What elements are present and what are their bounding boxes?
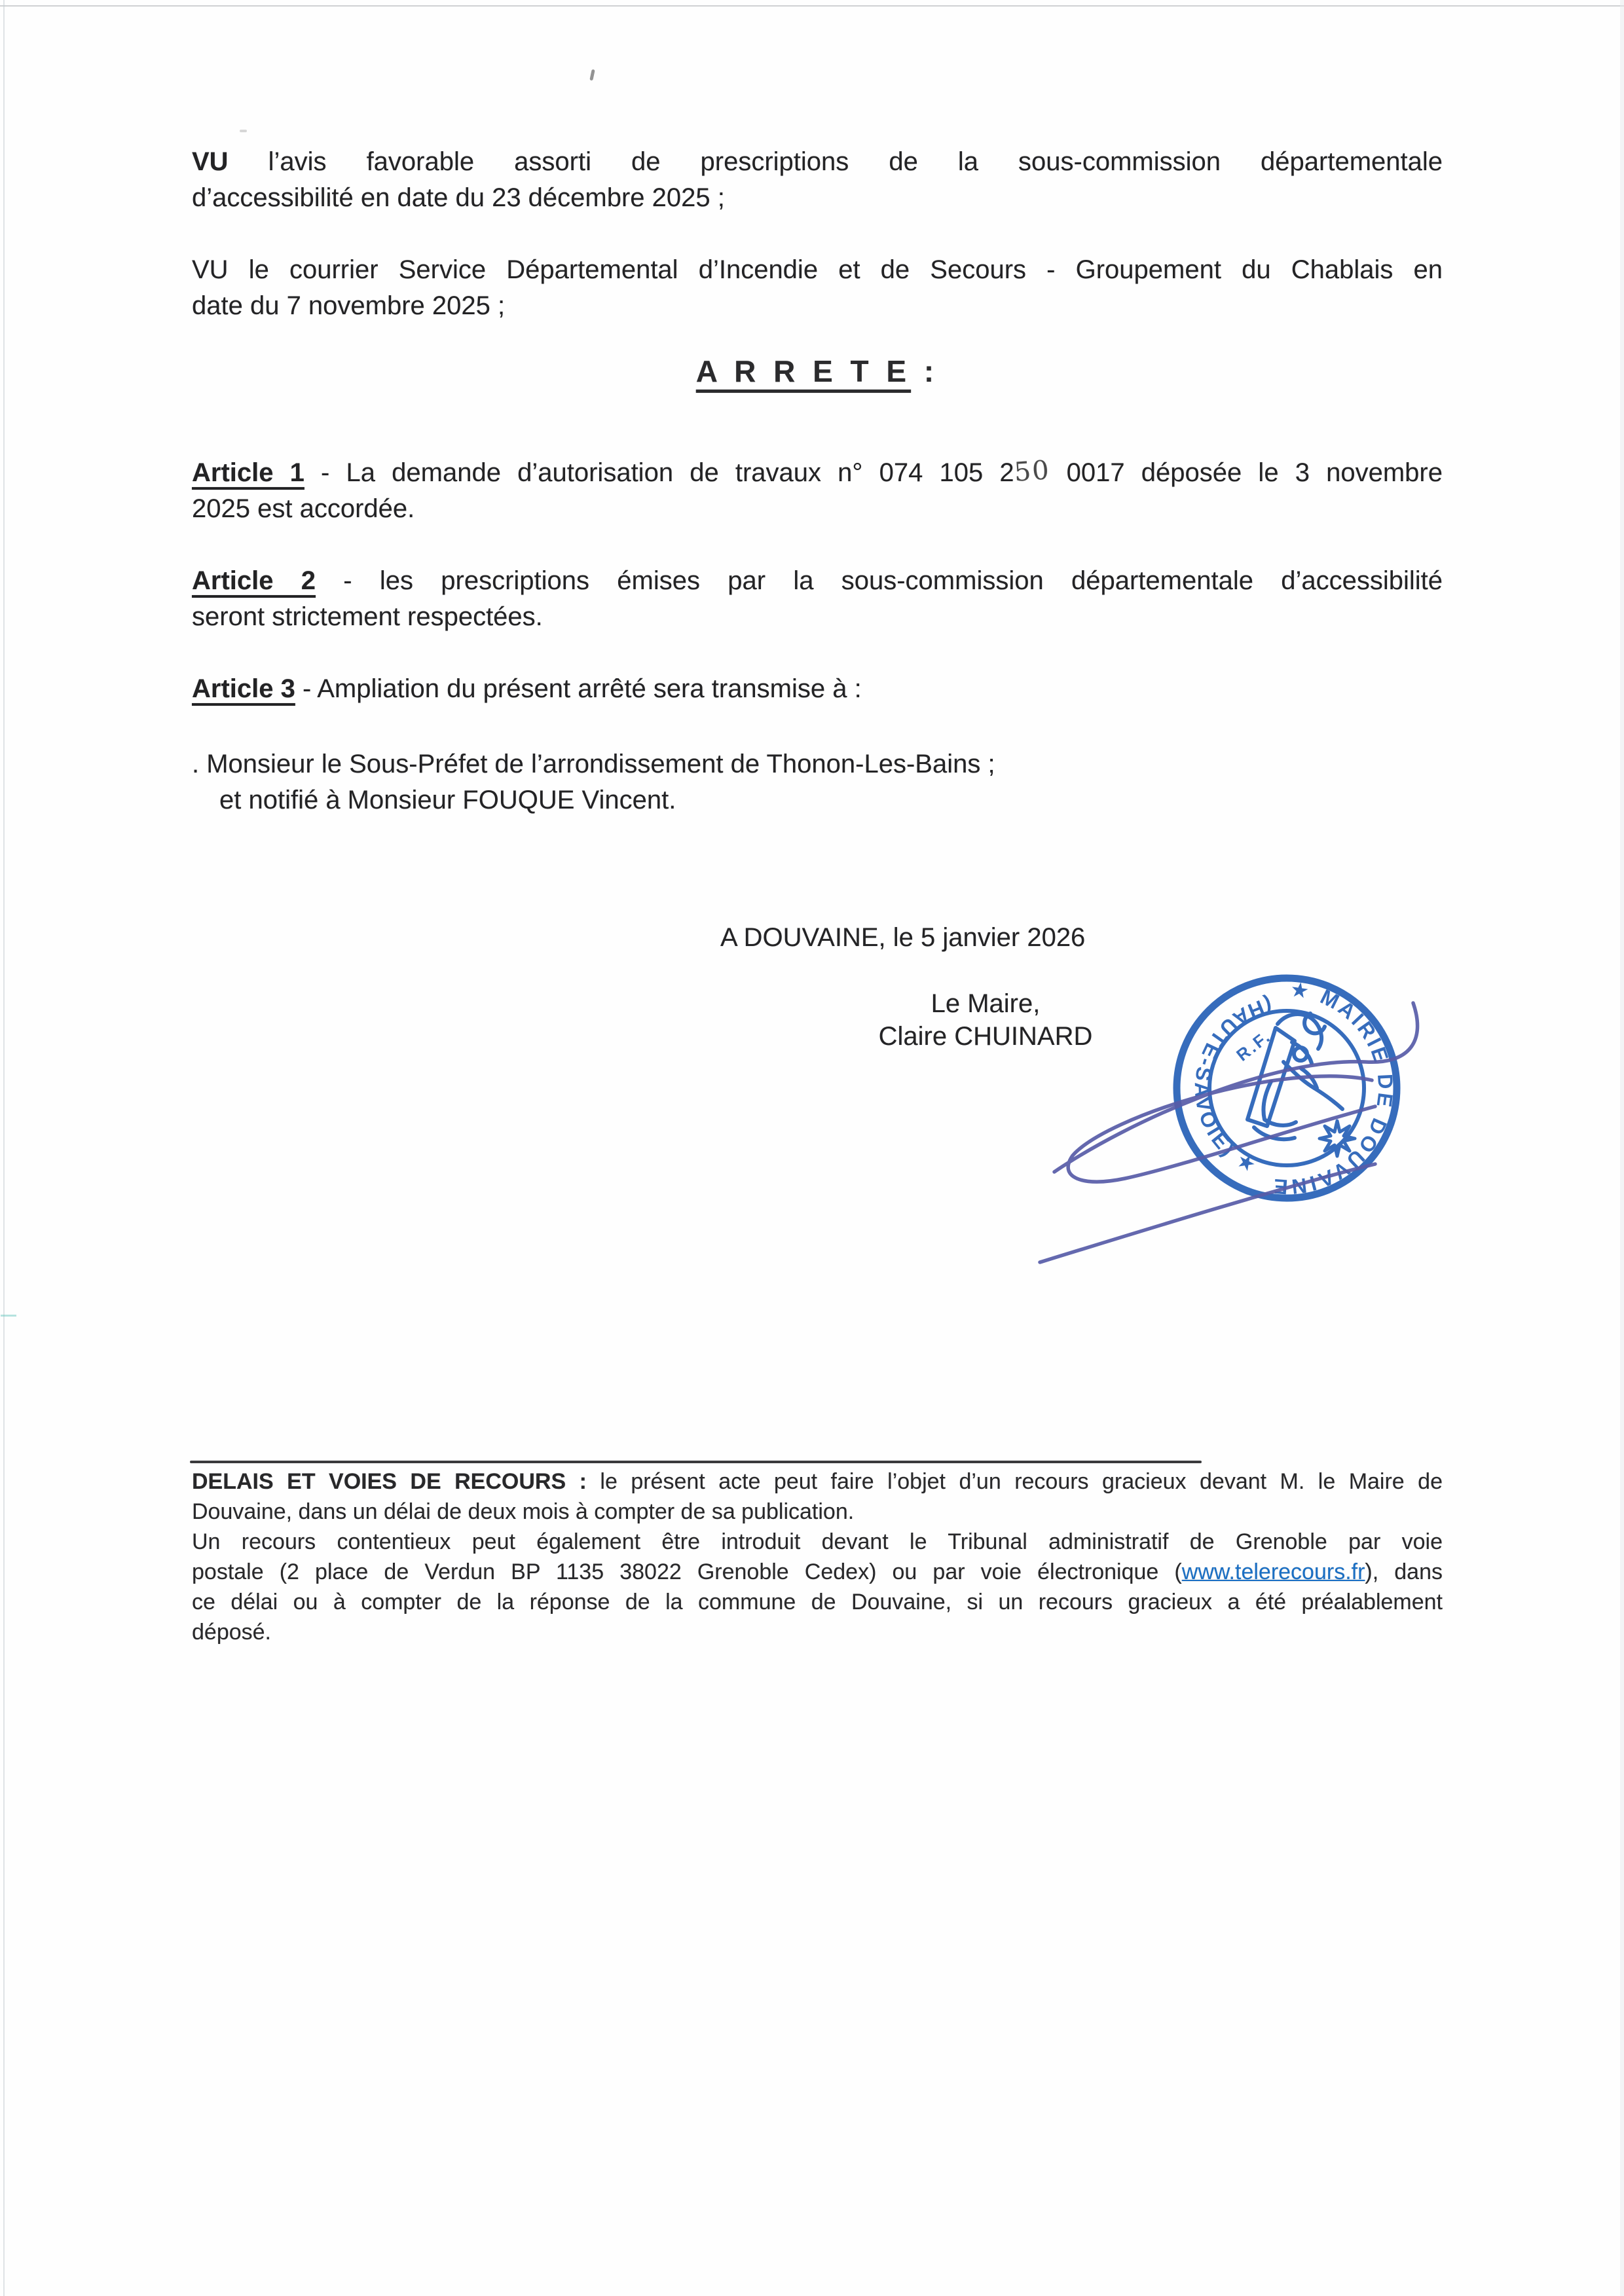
vu-label: VU — [192, 147, 229, 176]
paragraph-text: le courrier Service Départemental d’Incendie et de Secours - Groupement du Chablais en — [248, 255, 1443, 284]
paragraph-text: l’avis favorable assorti de prescriptions de la sous-commission départementale — [268, 147, 1443, 176]
article-text: - Ampliation du présent arrêté sera transmise à : — [295, 674, 862, 703]
article-line: 2025 est accordée. — [192, 494, 415, 523]
article-text: - La demande d’autorisation de travaux n° 074 105 2 — [304, 458, 1014, 487]
notice-text: postale (2 place de Verdun BP 1135 38022 Grenoble Cedex) ou par voie électronique ( — [192, 1559, 1182, 1584]
handwritten-signature — [1008, 969, 1441, 1290]
article-2 — [192, 563, 1443, 635]
notice-heading: DELAIS ET VOIES DE RECOURS : — [192, 1469, 587, 1494]
scan-edge-top — [0, 5, 1624, 7]
signature-stroke — [1040, 1164, 1375, 1262]
notice-line — [192, 1467, 1443, 1497]
notice-line: Douvaine, dans un délai de deux mois à compter de sa publication. — [192, 1499, 855, 1524]
article-line — [192, 455, 1443, 491]
notice-line: Un recours contentieux peut également être introduit devant le Tribunal administratif de Grenoble par voie — [192, 1529, 1443, 1554]
telerecours-link[interactable]: www.telerecours.fr — [1181, 1559, 1365, 1584]
recipient-line: et notifié à Monsieur FOUQUE Vincent. — [219, 786, 676, 814]
recipient-line: . Monsieur le Sous-Préfet de l’arrondissement de Thonon-Les-Bains ; — [192, 750, 995, 778]
place-date-line: A DOUVAINE, le 5 janvier 2026 — [720, 923, 1086, 952]
article-1 — [192, 455, 1443, 527]
notice-line — [192, 1557, 1443, 1587]
consideration-paragraph-1 — [192, 144, 1443, 216]
article-1-label: Article 1 — [192, 458, 304, 487]
scan-speck — [1, 1315, 16, 1317]
signature-stroke — [1068, 1076, 1375, 1182]
paragraph-line — [192, 252, 1443, 288]
arrete-heading-colon: : — [911, 354, 939, 388]
article-line — [192, 563, 1443, 599]
paragraph-line — [192, 144, 1443, 180]
scan-edge-left — [3, 0, 5, 2296]
article-text: 0017 déposée le 3 novembre — [1050, 458, 1443, 487]
article-text: - les prescriptions émises par la sous-commission départementale d’accessibilité — [316, 566, 1443, 595]
recipients-list — [192, 746, 1443, 818]
arrete-heading-text: A R R E T E — [695, 354, 912, 388]
notice-text: ), dans — [1365, 1559, 1443, 1584]
paragraph-line: d’accessibilité en date du 23 décembre 2025 ; — [192, 183, 725, 212]
notice-line: ce délai ou à compter de la réponse de la commune de Douvaine, si un recours gracieux a été préalablement — [192, 1590, 1443, 1614]
notice-line: déposé. — [192, 1620, 271, 1645]
handwritten-digits: 50 — [1012, 455, 1051, 488]
article-line: seront strictement respectées. — [192, 602, 543, 631]
scan-edge-right — [1620, 0, 1624, 2296]
stamp-ring-text-main: ★ MAIRIE DE DOUVAINE — [1270, 977, 1398, 1199]
signatory-title: Le Maire, — [931, 989, 1041, 1018]
article-2-label: Article 2 — [192, 566, 316, 595]
notice-text: le présent acte peut faire l’objet d’un recours gracieux devant M. le Maire de — [586, 1469, 1443, 1494]
vu-label: VU — [192, 255, 229, 284]
paragraph-line: date du 7 novembre 2025 ; — [192, 291, 506, 320]
article-3-label: Article 3 — [192, 674, 295, 703]
footer-divider — [190, 1461, 1202, 1463]
signatory-name: Claire CHUINARD — [878, 1022, 1093, 1051]
scan-speck — [589, 69, 595, 81]
stamp-rf-text: R.F. — [1232, 1026, 1275, 1065]
appeal-notice — [192, 1467, 1443, 1647]
arrete-heading — [192, 354, 1443, 390]
consideration-paragraph-2 — [192, 252, 1443, 324]
article-3 — [192, 671, 1443, 707]
scan-speck — [240, 130, 247, 132]
stamp-ring-text-left: (HAUTE-SAVOIE) ★ — [1190, 993, 1274, 1178]
article-line — [192, 671, 1443, 707]
